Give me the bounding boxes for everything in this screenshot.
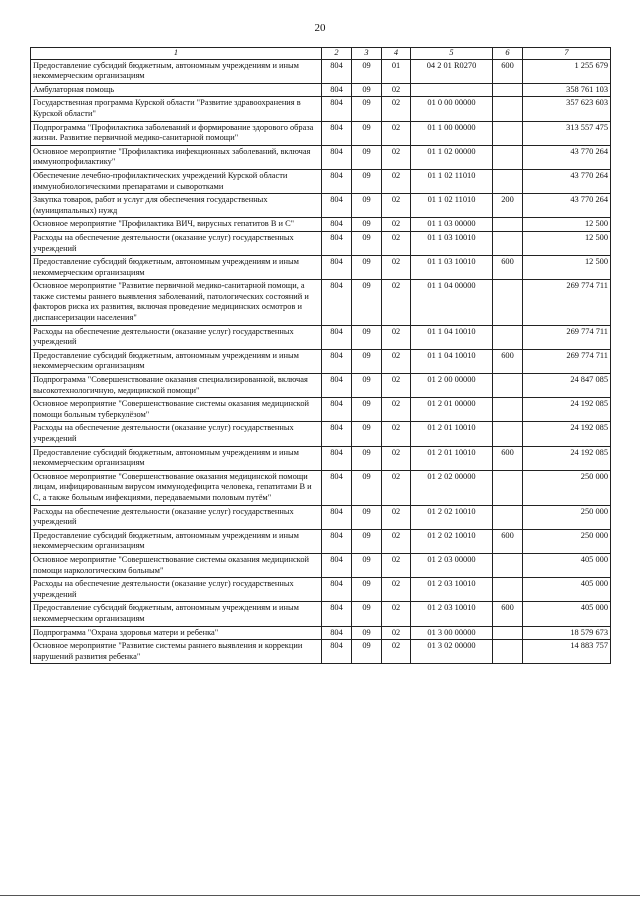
ministry-code: 804	[322, 280, 352, 325]
ministry-code: 804	[322, 505, 352, 529]
row-description: Предоставление субсидий бюджетным, автономным учреждениям и иным некоммерческим организациям	[31, 59, 322, 83]
target-article-code: 01 1 03 10010	[411, 231, 493, 255]
section-code: 09	[352, 97, 382, 121]
section-code: 09	[352, 349, 382, 373]
section-code: 09	[352, 121, 382, 145]
amount: 12 500	[523, 231, 611, 255]
row-description: Основное мероприятие "Профилактика инфекционных заболеваний, включая иммунопрофилактику"	[31, 145, 322, 169]
row-description: Подпрограмма "Охрана здоровья матери и ребенка"	[31, 626, 322, 640]
subsection-code: 02	[382, 640, 411, 664]
section-code: 09	[352, 422, 382, 446]
row-description: Предоставление субсидий бюджетным, автономным учреждениям и иным некоммерческим организациям	[31, 602, 322, 626]
target-article-code: 01 2 02 10010	[411, 529, 493, 553]
target-article-code: 01 3 00 00000	[411, 626, 493, 640]
amount: 250 000	[523, 529, 611, 553]
amount: 24 192 085	[523, 398, 611, 422]
section-code: 09	[352, 169, 382, 193]
row-description: Основное мероприятие "Развитие системы раннего выявления и коррекции нарушений развития ребенка"	[31, 640, 322, 664]
table-row	[31, 626, 611, 640]
column-header: 5	[411, 48, 493, 60]
expense-type-code	[493, 280, 523, 325]
ministry-code: 804	[322, 374, 352, 398]
target-article-code: 01 2 03 10010	[411, 602, 493, 626]
ministry-code: 804	[322, 145, 352, 169]
subsection-code: 02	[382, 422, 411, 446]
column-header: 2	[322, 48, 352, 60]
expense-type-code	[493, 505, 523, 529]
table-row	[31, 374, 611, 398]
target-article-code: 01 1 04 10010	[411, 349, 493, 373]
row-description: Государственная программа Курской области "Развитие здравоохранения в Курской области"	[31, 97, 322, 121]
column-header: 4	[382, 48, 411, 60]
amount: 313 557 475	[523, 121, 611, 145]
target-article-code: 01 0 00 00000	[411, 97, 493, 121]
table-row	[31, 97, 611, 121]
column-header: 1	[31, 48, 322, 60]
amount: 18 579 673	[523, 626, 611, 640]
section-code: 09	[352, 640, 382, 664]
budget-table	[30, 47, 611, 664]
section-code: 09	[352, 505, 382, 529]
amount: 250 000	[523, 470, 611, 505]
expense-type-code	[493, 97, 523, 121]
table-row	[31, 398, 611, 422]
amount: 24 192 085	[523, 446, 611, 470]
target-article-code: 01 2 01 00000	[411, 398, 493, 422]
target-article-code: 01 2 00 00000	[411, 374, 493, 398]
column-header: 6	[493, 48, 523, 60]
expense-type-code	[493, 553, 523, 577]
amount: 12 500	[523, 256, 611, 280]
ministry-code: 804	[322, 470, 352, 505]
expense-type-code	[493, 398, 523, 422]
ministry-code: 804	[322, 422, 352, 446]
ministry-code: 804	[322, 640, 352, 664]
ministry-code: 804	[322, 83, 352, 97]
amount: 14 883 757	[523, 640, 611, 664]
section-code: 09	[352, 218, 382, 232]
amount: 405 000	[523, 602, 611, 626]
bottom-rule	[0, 895, 640, 896]
row-description: Предоставление субсидий бюджетным, автономным учреждениям и иным некоммерческим организациям	[31, 446, 322, 470]
table-row	[31, 446, 611, 470]
amount: 43 770 264	[523, 169, 611, 193]
target-article-code: 01 3 02 00000	[411, 640, 493, 664]
row-description: Расходы на обеспечение деятельности (оказание услуг) государственных учреждений	[31, 325, 322, 349]
ministry-code: 804	[322, 121, 352, 145]
table-row	[31, 640, 611, 664]
target-article-code	[411, 83, 493, 97]
target-article-code: 01 2 01 10010	[411, 446, 493, 470]
subsection-code: 02	[382, 97, 411, 121]
ministry-code: 804	[322, 97, 352, 121]
row-description: Основное мероприятие "Совершенствование системы оказания медицинской помощи больным туберкулёзом"	[31, 398, 322, 422]
expense-type-code	[493, 422, 523, 446]
subsection-code: 02	[382, 280, 411, 325]
amount: 405 000	[523, 553, 611, 577]
ministry-code: 804	[322, 529, 352, 553]
ministry-code: 804	[322, 59, 352, 83]
subsection-code: 02	[382, 374, 411, 398]
ministry-code: 804	[322, 194, 352, 218]
column-header: 3	[352, 48, 382, 60]
row-description: Предоставление субсидий бюджетным, автономным учреждениям и иным некоммерческим организациям	[31, 529, 322, 553]
table-header-row	[31, 48, 611, 60]
subsection-code: 02	[382, 626, 411, 640]
column-header: 7	[523, 48, 611, 60]
table-row	[31, 325, 611, 349]
amount: 43 770 264	[523, 194, 611, 218]
table-row	[31, 349, 611, 373]
table-row	[31, 121, 611, 145]
subsection-code: 02	[382, 446, 411, 470]
target-article-code: 01 1 02 11010	[411, 194, 493, 218]
subsection-code: 01	[382, 59, 411, 83]
subsection-code: 02	[382, 398, 411, 422]
amount: 405 000	[523, 578, 611, 602]
ministry-code: 804	[322, 578, 352, 602]
row-description: Предоставление субсидий бюджетным, автономным учреждениям и иным некоммерческим организациям	[31, 256, 322, 280]
subsection-code: 02	[382, 121, 411, 145]
expense-type-code	[493, 83, 523, 97]
target-article-code: 01 2 02 00000	[411, 470, 493, 505]
subsection-code: 02	[382, 194, 411, 218]
section-code: 09	[352, 626, 382, 640]
ministry-code: 804	[322, 218, 352, 232]
row-description: Основное мероприятие "Развитие первичной медико-санитарной помощи, а также системы раннего выявления заболеваний, патологических состояний и факторов риска их развития, включая проведение медицинских осмотров и диспансеризации населения"	[31, 280, 322, 325]
section-code: 09	[352, 145, 382, 169]
table-row	[31, 602, 611, 626]
ministry-code: 804	[322, 256, 352, 280]
amount: 250 000	[523, 505, 611, 529]
ministry-code: 804	[322, 169, 352, 193]
target-article-code: 01 1 03 10010	[411, 256, 493, 280]
row-description: Основное мероприятие "Совершенствование оказания медицинской помощи лицам, инфицированным вирусом иммунодефицита человека, гепатитами В и С, а также больным инфекциями, передаваемыми половым путём"	[31, 470, 322, 505]
amount: 24 847 085	[523, 374, 611, 398]
target-article-code: 01 2 03 10010	[411, 578, 493, 602]
table-row	[31, 194, 611, 218]
table-row	[31, 59, 611, 83]
target-article-code: 01 1 00 00000	[411, 121, 493, 145]
subsection-code: 02	[382, 470, 411, 505]
section-code: 09	[352, 470, 382, 505]
target-article-code: 01 2 01 10010	[411, 422, 493, 446]
table-row	[31, 83, 611, 97]
expense-type-code	[493, 626, 523, 640]
ministry-code: 804	[322, 446, 352, 470]
expense-type-code: 600	[493, 59, 523, 83]
subsection-code: 02	[382, 578, 411, 602]
ministry-code: 804	[322, 349, 352, 373]
section-code: 09	[352, 602, 382, 626]
expense-type-code: 600	[493, 256, 523, 280]
subsection-code: 02	[382, 602, 411, 626]
target-article-code: 01 2 02 10010	[411, 505, 493, 529]
amount: 269 774 711	[523, 325, 611, 349]
target-article-code: 04 2 01 R0270	[411, 59, 493, 83]
expense-type-code	[493, 325, 523, 349]
subsection-code: 02	[382, 553, 411, 577]
table-row	[31, 553, 611, 577]
expense-type-code: 600	[493, 446, 523, 470]
section-code: 09	[352, 398, 382, 422]
table-row	[31, 470, 611, 505]
table-row	[31, 280, 611, 325]
section-code: 09	[352, 59, 382, 83]
section-code: 09	[352, 374, 382, 398]
section-code: 09	[352, 553, 382, 577]
page-number: 20	[314, 22, 326, 34]
expense-type-code: 200	[493, 194, 523, 218]
section-code: 09	[352, 446, 382, 470]
row-description: Основное мероприятие "Профилактика ВИЧ, вирусных гепатитов В и С"	[31, 218, 322, 232]
row-description: Предоставление субсидий бюджетным, автономным учреждениям и иным некоммерческим организациям	[31, 349, 322, 373]
subsection-code: 02	[382, 325, 411, 349]
target-article-code: 01 1 02 00000	[411, 145, 493, 169]
expense-type-code: 600	[493, 529, 523, 553]
subsection-code: 02	[382, 505, 411, 529]
section-code: 09	[352, 578, 382, 602]
row-description: Расходы на обеспечение деятельности (оказание услуг) государственных учреждений	[31, 578, 322, 602]
subsection-code: 02	[382, 145, 411, 169]
row-description: Амбулаторная помощь	[31, 83, 322, 97]
section-code: 09	[352, 529, 382, 553]
row-description: Подпрограмма "Совершенствование оказания специализированной, включая высокотехнологичную, медицинской помощи"	[31, 374, 322, 398]
table-row	[31, 145, 611, 169]
amount: 269 774 711	[523, 349, 611, 373]
subsection-code: 02	[382, 218, 411, 232]
table-row	[31, 578, 611, 602]
subsection-code: 02	[382, 529, 411, 553]
amount: 358 761 103	[523, 83, 611, 97]
row-description: Расходы на обеспечение деятельности (оказание услуг) государственных учреждений	[31, 231, 322, 255]
section-code: 09	[352, 325, 382, 349]
row-description: Расходы на обеспечение деятельности (оказание услуг) государственных учреждений	[31, 422, 322, 446]
row-description: Основное мероприятие "Совершенствование системы оказания медицинской помощи наркологическим больным"	[31, 553, 322, 577]
amount: 24 192 085	[523, 422, 611, 446]
table-row	[31, 505, 611, 529]
expense-type-code: 600	[493, 602, 523, 626]
expense-type-code: 600	[493, 349, 523, 373]
target-article-code: 01 1 04 00000	[411, 280, 493, 325]
expense-type-code	[493, 470, 523, 505]
table-row	[31, 231, 611, 255]
ministry-code: 804	[322, 325, 352, 349]
ministry-code: 804	[322, 626, 352, 640]
amount: 357 623 603	[523, 97, 611, 121]
subsection-code: 02	[382, 256, 411, 280]
table-row	[31, 256, 611, 280]
ministry-code: 804	[322, 231, 352, 255]
table-row	[31, 169, 611, 193]
section-code: 09	[352, 280, 382, 325]
target-article-code: 01 1 02 11010	[411, 169, 493, 193]
subsection-code: 02	[382, 83, 411, 97]
target-article-code: 01 2 03 00000	[411, 553, 493, 577]
expense-type-code	[493, 231, 523, 255]
section-code: 09	[352, 194, 382, 218]
ministry-code: 804	[322, 398, 352, 422]
expense-type-code	[493, 121, 523, 145]
ministry-code: 804	[322, 553, 352, 577]
table-row	[31, 529, 611, 553]
subsection-code: 02	[382, 349, 411, 373]
table-row	[31, 218, 611, 232]
subsection-code: 02	[382, 231, 411, 255]
row-description: Закупка товаров, работ и услуг для обеспечения государственных (муниципальных) нужд	[31, 194, 322, 218]
expense-type-code	[493, 374, 523, 398]
expense-type-code	[493, 145, 523, 169]
expense-type-code	[493, 578, 523, 602]
section-code: 09	[352, 83, 382, 97]
amount: 43 770 264	[523, 145, 611, 169]
amount: 1 255 679	[523, 59, 611, 83]
ministry-code: 804	[322, 602, 352, 626]
subsection-code: 02	[382, 169, 411, 193]
amount: 12 500	[523, 218, 611, 232]
section-code: 09	[352, 256, 382, 280]
expense-type-code	[493, 640, 523, 664]
row-description: Расходы на обеспечение деятельности (оказание услуг) государственных учреждений	[31, 505, 322, 529]
row-description: Подпрограмма "Профилактика заболеваний и формирование здорового образа жизни. Развитие первичной медико-санитарной помощи"	[31, 121, 322, 145]
table-row	[31, 422, 611, 446]
section-code: 09	[352, 231, 382, 255]
amount: 269 774 711	[523, 280, 611, 325]
expense-type-code	[493, 218, 523, 232]
expense-type-code	[493, 169, 523, 193]
target-article-code: 01 1 03 00000	[411, 218, 493, 232]
row-description: Обеспечение лечебно-профилактических учреждений Курской области иммунобиологическими препаратами и сыворотками	[31, 169, 322, 193]
target-article-code: 01 1 04 10010	[411, 325, 493, 349]
